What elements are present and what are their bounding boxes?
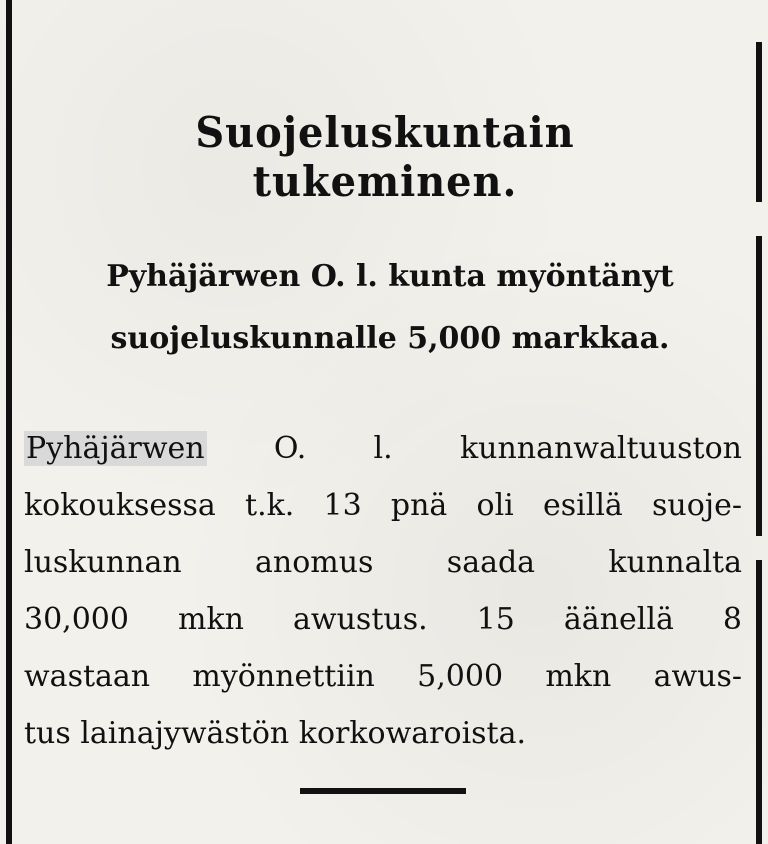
right-column-rule-bottom: [756, 560, 762, 844]
highlighted-word: Pyhäjärwen: [26, 431, 205, 466]
right-column-rule-top: [756, 42, 762, 202]
body-line: luskunnan anomus saada kunnalta: [24, 545, 742, 580]
article-headline: Suojeluskuntain tukeminen.: [195, 108, 575, 206]
subhead-line: suojeluskunnalle 5,000 markkaa.: [110, 321, 670, 356]
article-subheadline: [50, 246, 730, 370]
article-end-rule: [300, 788, 466, 794]
body-line: 30,000 mkn awustus. 15 äänellä 8: [24, 602, 742, 637]
body-line: Pyhäjärwen O. l. kunnanwaltuuston: [26, 431, 742, 466]
article-body: [24, 420, 742, 762]
left-column-rule: [6, 0, 12, 844]
right-column-rule-middle: [756, 236, 762, 536]
body-line: kokouksessa t.k. 13 pnä oli esillä suoje-: [24, 488, 742, 523]
subhead-line: Pyhäjärwen O. l. kunta myöntänyt: [106, 259, 674, 294]
body-line: wastaan myönnettiin 5,000 mkn awus-: [24, 659, 742, 694]
body-line: tus lainajywästön korkowaroista.: [24, 716, 527, 751]
